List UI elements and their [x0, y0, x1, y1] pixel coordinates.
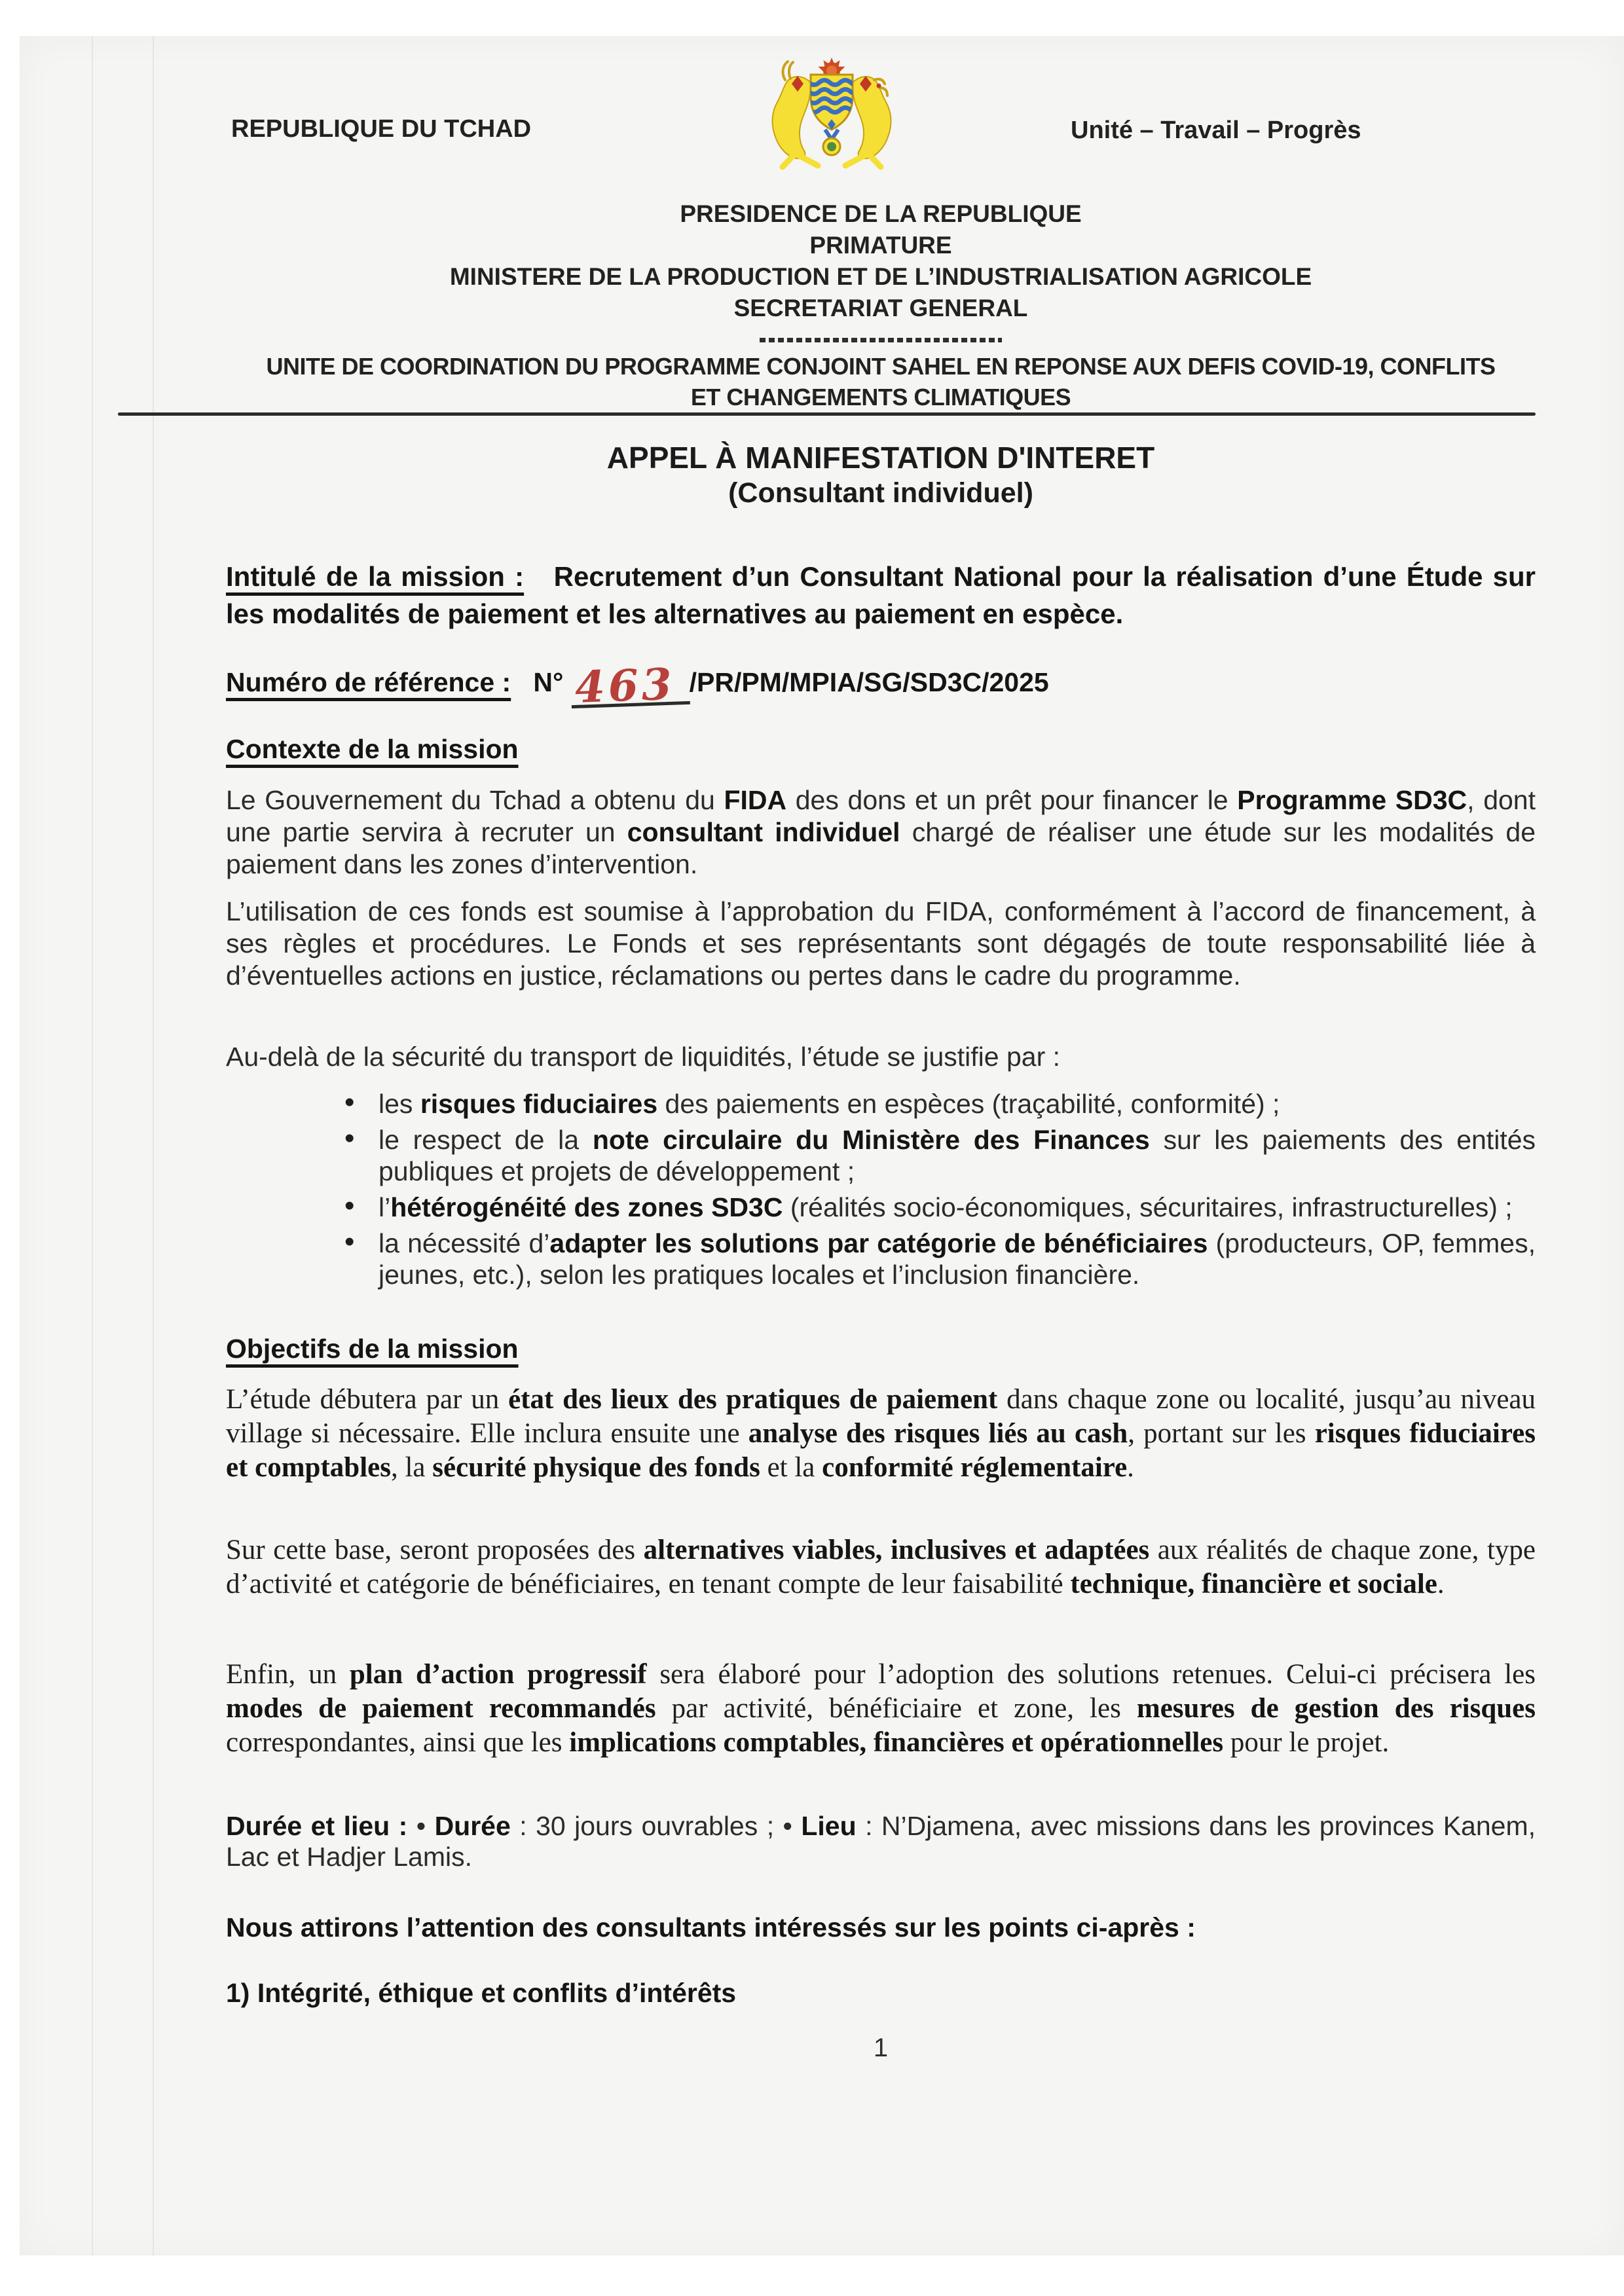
institution-block: [226, 198, 1536, 324]
contexte-paragraph-1: Le Gouvernement du Tchad a obtenu du FIDA des dons et un prêt pour financer le Programme SD3C, dont une partie servira à recruter un consultant individuel chargé de réaliser une étude sur les modalités de paiement dans les zones d’intervention.: [226, 785, 1536, 879]
notice-line: Nous attirons l’attention des consultants intéressés sur les points ci-après :: [226, 1912, 1196, 1942]
section-1-heading: 1) Intégrité, éthique et conflits d’intérêts: [226, 1978, 737, 2008]
contexte-paragraph-3: Au-delà de la sécurité du transport de liquidités, l’étude se justifie par :: [226, 1042, 1061, 1072]
coordination-unit-line: ET CHANGEMENTS CLIMATIQUES: [690, 384, 1071, 410]
justification-bullet-list: [341, 1088, 1536, 1295]
objectifs-paragraph-3: Enfin, un plan d’action progressif sera élaboré pour l’adoption des solutions retenues. Celui-ci précisera les modes de paiement recommandés par activité, bénéficiaire et zone, les mesures de gestion des risques correspondantes, ainsi que les implications comptables, financières et opérationnelles pour le projet.: [226, 1659, 1536, 1758]
coordination-unit-block: [187, 351, 1575, 412]
list-item: • l’hétérogénéité des zones SD3C (réalités socio-économiques, sécuritaires, infrastructurelles) ;: [341, 1192, 1536, 1223]
section-heading-objectifs: [226, 1333, 1536, 1365]
institution-line: SECRETARIAT GENERAL: [733, 295, 1028, 321]
reference-number-line: Numéro de référence : N° 463 /PR/PM/MPIA/SG/SD3C/2025: [226, 658, 1049, 713]
contexte-paragraph-2: L’utilisation de ces fonds est soumise à l’approbation du FIDA, conformément à l’accord de financement, à ses règles et procédures. Le Fonds et ses représentants sont dégagés de toute responsabilité liée à d’éventuelles actions en justice, réclamations ou pertes dans le cadre du programme.: [226, 896, 1536, 991]
document-subtitle: (Consultant individuel): [728, 477, 1033, 509]
chad-coat-of-arms-icon: [763, 56, 900, 173]
coordination-unit-line: UNITE DE COORDINATION DU PROGRAMME CONJOINT SAHEL EN REPONSE AUX DEFIS COVID-19, CONFLITS: [266, 353, 1496, 380]
section-heading-contexte: [226, 733, 1536, 765]
objectifs-paragraph-1: L’étude débutera par un état des lieux des pratiques de paiement dans chaque zone ou localité, jusqu’au niveau village si nécessaire. Elle inclura ensuite une analyse des risques liés au cash, portant sur les risques fiduciaires et comptables, la sécurité physique des fonds et la conformité réglementaire.: [226, 1384, 1536, 1483]
document-title: APPEL À MANIFESTATION D'INTERET: [606, 441, 1155, 475]
list-item: • le respect de la note circulaire du Ministère des Finances sur les paiements des entités publiques et projets de développement ;: [341, 1124, 1536, 1187]
section-heading-text: Objectifs de la mission: [226, 1334, 519, 1364]
duration-location-line: Durée et lieu : • Durée : 30 jours ouvrables ; • Lieu : N’Djamena, avec missions dans les provinces Kanem, Lac et Hadjer Lamis.: [226, 1811, 1536, 1872]
mission-title-paragraph: Intitulé de la mission : Recrutement d’un Consultant National pour la réalisation d’une Étude sur les modalités de paiement et les alternatives au paiement en espèce.: [226, 561, 1536, 629]
document-content: [226, 0, 1536, 2296]
list-item: • les risques fiduciaires des paiements en espèces (traçabilité, conformité) ;: [341, 1088, 1536, 1120]
page-number: 1: [873, 2033, 889, 2062]
national-motto: Unité – Travail – Progrès: [1071, 117, 1361, 144]
institution-line: PRESIDENCE DE LA REPUBLIQUE: [680, 200, 1082, 227]
country-name: REPUBLIQUE DU TCHAD: [231, 115, 532, 143]
institution-line: MINISTERE DE LA PRODUCTION ET DE L’INDUSTRIALISATION AGRICOLE: [449, 263, 1312, 290]
horizontal-rule: [118, 412, 1536, 416]
objectifs-paragraph-2: Sur cette base, seront proposées des alternatives viables, inclusives et adaptées aux réalités de chaque zone, type d’activité et catégorie de bénéficiaires, en tenant compte de leur faisabilité technique, financière et sociale.: [226, 1535, 1536, 1599]
institution-line: PRIMATURE: [809, 232, 952, 259]
scan-artifact-line: [153, 36, 154, 2255]
scan-artifact-line: [92, 36, 93, 2255]
section-heading-text: Contexte de la mission: [226, 734, 519, 764]
dotted-separator: [760, 338, 1002, 342]
list-item: • la nécessité d’adapter les solutions par catégorie de bénéficiaires (producteurs, OP, femmes, jeunes, etc.), selon les pratiques locales et l’inclusion financière.: [341, 1228, 1536, 1290]
